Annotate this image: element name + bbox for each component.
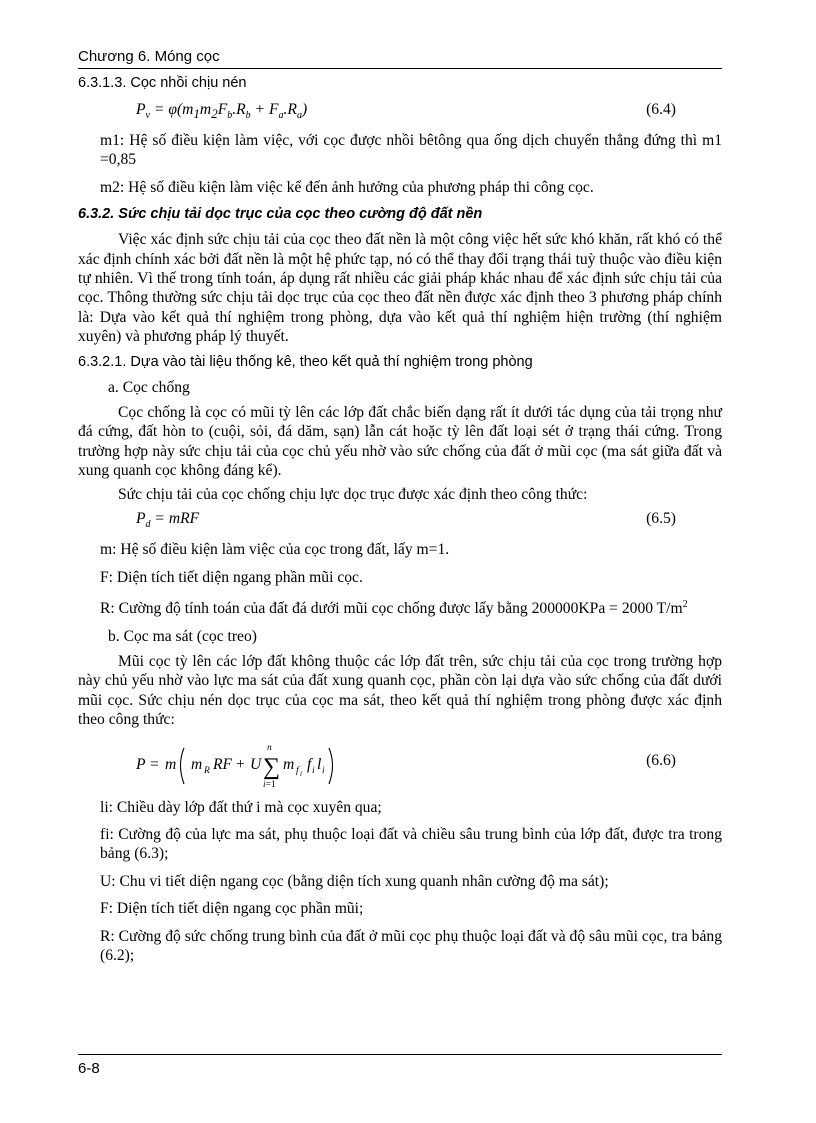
document-page (78, 0, 722, 1123)
formula-6-6-expression (136, 736, 396, 790)
svg-text:U: U (250, 755, 262, 773)
paragraph-coc-ma-sat: Mũi cọc tỳ lên các lớp đất không thuộc các lớp đất trên, sức chịu tải của cọc trong trường hợp này chủ yếu nhờ vào lực ma sát của đất xung quanh cọc, phần còn lại dựa vào sức chống của đất dưới mũi cọc. Sức chịu nén dọc trục của cọc ma sát, theo kết quả thí nghiệm trong phòng được xác định theo công thức: (78, 652, 722, 729)
formula-6-6-number: (6.6) (646, 751, 676, 769)
definition-R-text: R: Cường độ tính toán của đất đá dưới mũi cọc chống được lấy bằng 200000KPa = 2000 T/m (100, 600, 683, 618)
paragraph-632-intro: Việc xác định sức chịu tải của cọc theo đất nền là một công việc hết sức khó khăn, rất khó có thể xác định chính xác bởi đất nền là một hệ phức tạp, nó có thể thay đổi trạng thái tuỳ thuộc vào điều kiện tự nhiên. Vì thế trong tính toán, áp dụng rất nhiều các giải pháp khác nhau để xác định sức chịu tải của cọc. Thông thường sức chịu tải dọc trục của cọc theo đất nền được xác định theo 3 phương pháp chính là: Dựa vào kết quả thí nghiệm trong phòng, dựa vào kết quả thí nghiệm hiện trường (thí nghiệm xuyên) và phương pháp lý thuyết. (78, 231, 722, 346)
definition-U: U: Chu vi tiết diện ngang cọc (bằng diện tích xung quanh nhân cường độ ma sát); (100, 872, 609, 890)
svg-text:P: P (136, 755, 146, 773)
definition-R-mui: R: Cường độ sức chống trung bình của đất ở mũi cọc phụ thuộc loại đất và độ sâu mũi cọc, tra bảng (6.2); (100, 927, 722, 964)
svg-text:i: i (300, 769, 302, 778)
chapter-header: Chương 6. Móng cọc (78, 48, 220, 65)
formula-6-4 (78, 99, 722, 125)
svg-text:m: m (283, 755, 295, 773)
section-heading-6313: 6.3.1.3. Cọc nhồi chịu nén (78, 75, 247, 91)
footer-divider (78, 1054, 722, 1055)
svg-text:=: = (150, 755, 159, 773)
formula-6-5-number: (6.5) (646, 510, 676, 528)
formula-6-4-expression: $P_v = \varphi(m_1m_2F_b.R_b + F_a.R_a)$ (136, 101, 308, 122)
svg-text:RF: RF (213, 755, 233, 773)
svg-text:f: f (307, 755, 312, 773)
section-heading-632: 6.3.2. Sức chịu tải dọc trục của cọc theo cường độ đất nền (78, 206, 483, 223)
svg-text:∑: ∑ (263, 753, 281, 780)
svg-text:i: i (312, 765, 315, 776)
page-number: 6-8 (78, 1060, 100, 1077)
svg-text:m: m (191, 755, 203, 773)
page-content (78, 74, 722, 973)
svg-text:i=1: i=1 (263, 779, 276, 790)
svg-text:n: n (267, 742, 272, 753)
definition-m: m: Hệ số điều kiện làm việc của cọc trong đất, lấy m=1. (100, 541, 450, 559)
paragraph-coc-chong: Cọc chống là cọc có mũi tỳ lên các lớp đất chắc biến dạng rất ít dưới tác dụng của tải trọng như đá cứng, đất hòn to (cuội, sỏi, đá dăm, sạn) lẫn cát hoặc tỳ lên đất loại sét ở trạng thái cứng. Trong trường hợp này sức chịu tải của cọc chủ yếu nhờ vào sức chống của đất ở mũi cọc (ma sát giữa đất và xung quanh cọc không đáng kể). (78, 404, 722, 480)
formula-6-5-expression: $P_d$ = mRF (136, 510, 200, 531)
definition-li: li: Chiều dày lớp đất thứ i mà cọc xuyên qua; (100, 798, 382, 816)
svg-text:i: i (322, 765, 325, 776)
definition-fi: fi: Cường độ của lực ma sát, phụ thuộc loại đất và chiều sâu trung bình của lớp đất, được tra trong bảng (6.3); (100, 825, 722, 863)
svg-text:f: f (296, 765, 299, 776)
definition-F: F: Diện tích tiết diện ngang phần mũi cọc. (100, 568, 363, 586)
svg-text:m: m (165, 755, 177, 773)
definition-R-superscript: 2 (682, 598, 688, 610)
section-heading-6321: 6.3.2.1. Dựa vào tài liệu thống kê, theo kết quả thí nghiệm trong phòng (78, 353, 533, 370)
svg-text:R: R (204, 765, 210, 776)
header-divider (78, 68, 722, 69)
subheading-coc-chong: a. Cọc chống (108, 378, 190, 396)
svg-text:l: l (317, 755, 322, 773)
definition-m2: m2: Hệ số điều kiện làm việc kể đến ảnh hưởng của phương pháp thi công cọc. (100, 178, 594, 196)
formula-6-5 (78, 508, 722, 534)
definition-R (100, 595, 722, 619)
formula-6-6 (78, 734, 722, 792)
svg-text:+: + (236, 755, 245, 773)
formula-6-4-number: (6.4) (646, 101, 676, 118)
definition-m1: m1: Hệ số điều kiện làm việc, với cọc được nhồi bêtông qua ống dịch chuyển thẳng đứng thì m1 =0,85 (100, 132, 722, 169)
subheading-coc-ma-sat: b. Cọc ma sát (cọc treo) (108, 627, 257, 645)
definition-F-mui: F: Diện tích tiết diện ngang cọc phần mũi; (100, 900, 364, 918)
paragraph-formula-intro: Sức chịu tải của cọc chống chịu lực dọc trục được xác định theo công thức: (118, 485, 588, 503)
